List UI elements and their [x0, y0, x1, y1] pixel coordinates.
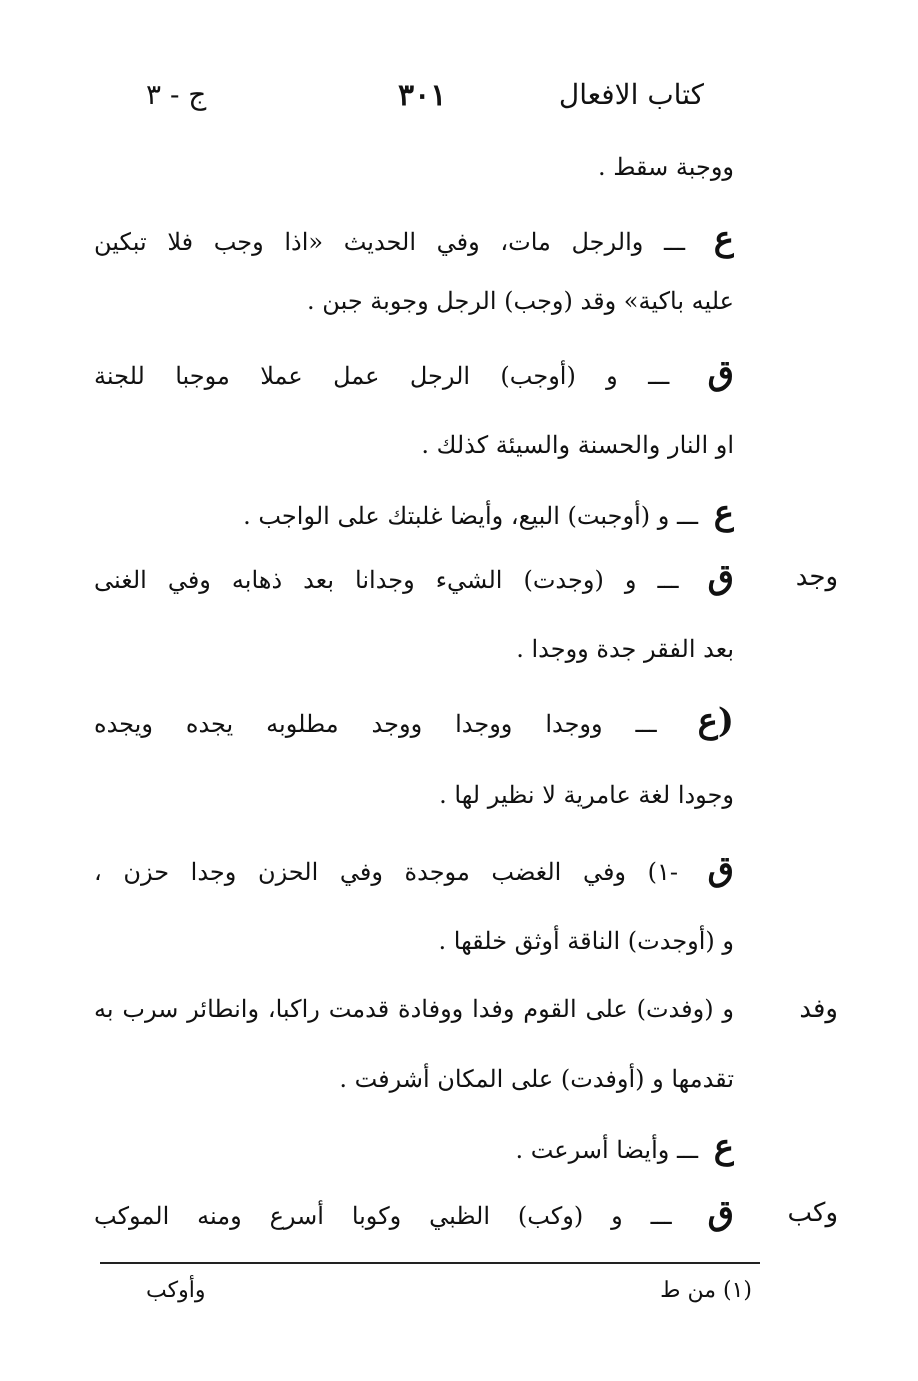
line-text: ـــ و (وكب) الظبي وكوبا أسرع ومنه الموكب — [94, 1202, 672, 1230]
page-number: ٣٠١ — [398, 78, 447, 113]
source-siglum: ق — [707, 1196, 734, 1233]
text-line-16 — [94, 1196, 734, 1233]
text-line-1 — [94, 150, 734, 184]
footnote: (١) من ط — [660, 1278, 752, 1303]
margin-root-word: وكب — [787, 1198, 838, 1228]
line-text: ـــ و (وجدت) الشيء وجدانا بعد ذهابه وفي الغنى — [94, 566, 679, 594]
catchword: وأوكب — [146, 1278, 206, 1303]
source-siglum: ق — [707, 356, 734, 393]
text-line-15 — [94, 1130, 734, 1167]
line-text: ـــ ووجدا ووجدا ووجد مطلوبه يجده ويجده — [94, 710, 657, 738]
source-siglum: ق — [707, 852, 734, 889]
text-line-2 — [94, 222, 734, 259]
line-text: -١) وفي الغضب موجدة وفي الحزن وجدا حزن ، — [94, 858, 678, 886]
margin-root-word: وجد — [795, 562, 838, 592]
text-line-9 — [94, 704, 734, 741]
line-text: او النار والحسنة والسيئة كذلك . — [421, 431, 734, 459]
line-text: بعد الفقر جدة ووجدا . — [516, 635, 734, 663]
text-line-3 — [94, 284, 734, 318]
text-line-10 — [94, 778, 734, 812]
line-text: عليه باكية» وقد (وجب) الرجل وجوبة جبن . — [307, 287, 734, 315]
line-text: ووجبة سقط . — [597, 153, 734, 181]
text-line-7 — [94, 560, 734, 597]
line-text: تقدمها و (أوفدت) على المكان أشرفت . — [339, 1065, 734, 1093]
text-line-13 — [94, 992, 734, 1026]
line-text: ـــ والرجل مات، وفي الحديث «اذا وجب فلا تبكين — [94, 228, 686, 256]
source-siglum: ق — [707, 560, 734, 597]
text-line-12 — [94, 924, 734, 958]
running-title: كتاب الافعال — [558, 78, 704, 111]
line-text: وجودا لغة عامرية لا نظير لها . — [439, 781, 734, 809]
line-text: و (أوجدت) الناقة أوثق خلقها . — [438, 927, 734, 955]
volume-number: ج - ٣ — [146, 78, 207, 111]
text-line-6 — [94, 496, 734, 533]
line-text: و (وفدت) على القوم وفدا ووفادة قدمت راكبا، وانطائر سرب به — [94, 995, 734, 1023]
margin-root-word: وفد — [799, 994, 838, 1024]
line-text: ـــ و (أوجب) الرجل عمل عملا موجبا للجنة — [94, 362, 670, 390]
source-siglum: ع — [713, 496, 734, 533]
footnote-divider — [100, 1262, 760, 1264]
text-line-14 — [94, 1062, 734, 1096]
text-line-5 — [94, 428, 734, 462]
text-line-8 — [94, 632, 734, 666]
text-line-11 — [94, 852, 734, 889]
line-text: ـــ و (أوجبت) البيع، وأيضا غلبتك على الواجب . — [243, 502, 699, 530]
text-line-4 — [94, 356, 734, 393]
source-siglum: ع — [713, 1130, 734, 1167]
source-siglum: ع — [713, 222, 734, 259]
line-text: ـــ وأيضا أسرعت . — [515, 1136, 699, 1164]
source-siglum: (ع — [697, 704, 734, 741]
